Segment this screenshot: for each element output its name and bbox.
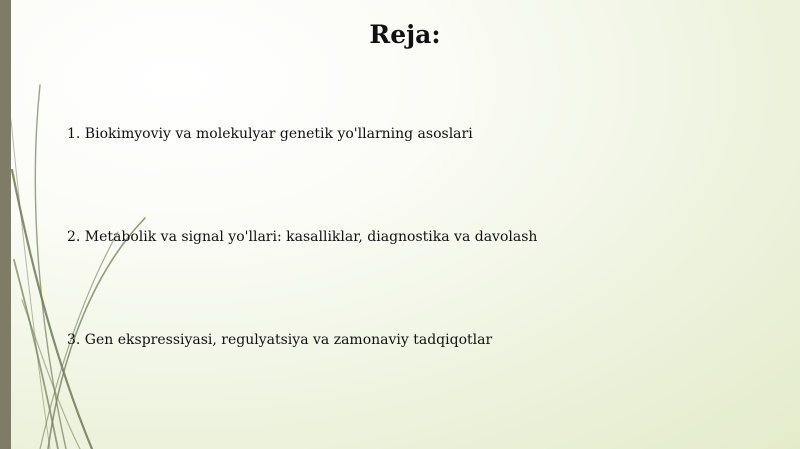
grass-blade: [12, 170, 92, 449]
grass-blade: [35, 85, 66, 449]
grass-blade: [11, 120, 50, 449]
slide-title: Reja:: [369, 20, 441, 49]
plan-item-3: 3. Gen ekspressiyasi, regulyatsiya va zamonaviy tadqiqotlar: [67, 332, 493, 348]
grass-blade: [22, 300, 80, 449]
plan-item-2: 2. Metabolik va signal yo'llari: kasalliklar, diagnostika va davolash: [67, 229, 538, 245]
grass-blade: [14, 260, 58, 449]
left-accent-bar: [0, 0, 11, 449]
plan-item-1: 1. Biokimyoviy va molekulyar genetik yo'llarning asoslari: [67, 126, 473, 142]
